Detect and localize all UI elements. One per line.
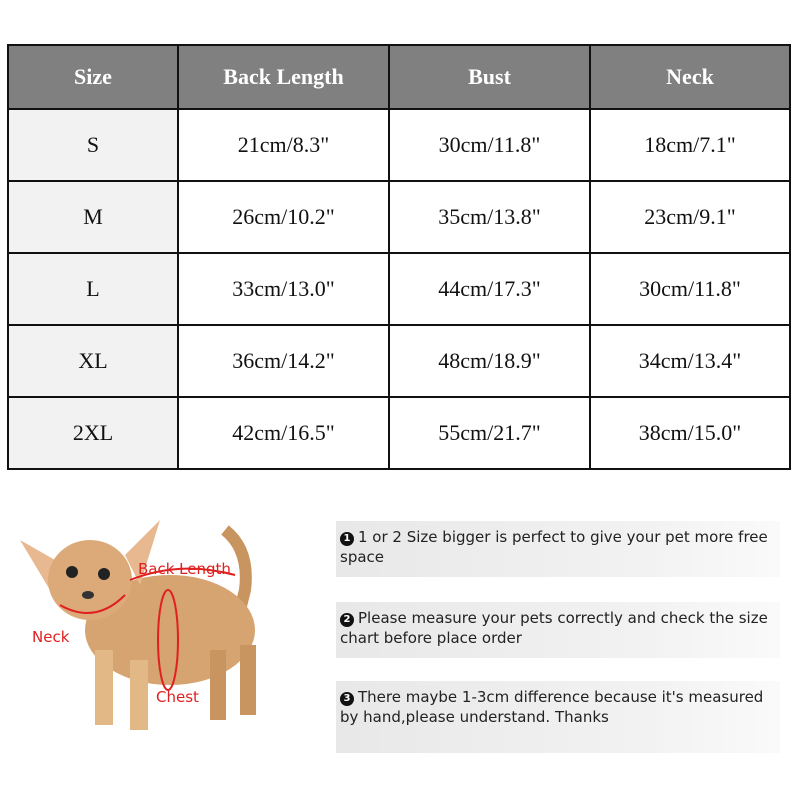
measurement-cell: 30cm/11.8"	[389, 109, 590, 181]
measurement-cell: 44cm/17.3"	[389, 253, 590, 325]
measurement-cell: 55cm/21.7"	[389, 397, 590, 469]
chest-label: Chest	[156, 688, 199, 706]
neck-label: Neck	[32, 628, 70, 646]
header-back-length: Back Length	[178, 45, 389, 109]
size-cell: L	[8, 253, 178, 325]
measurement-cell: 26cm/10.2"	[178, 181, 389, 253]
table-header-row	[8, 45, 790, 109]
dog-measurement-diagram	[0, 500, 320, 760]
measurement-cell: 36cm/14.2"	[178, 325, 389, 397]
dog-illustration	[20, 520, 256, 730]
measurement-cell: 42cm/16.5"	[178, 397, 389, 469]
table-row	[8, 181, 790, 253]
size-cell: S	[8, 109, 178, 181]
back-length-label: Back Length	[138, 560, 231, 578]
size-cell: M	[8, 181, 178, 253]
note-3	[336, 681, 780, 753]
measurement-cell: 21cm/8.3"	[178, 109, 389, 181]
size-chart-table	[7, 44, 791, 470]
measurement-cell: 34cm/13.4"	[590, 325, 790, 397]
note-2	[336, 602, 780, 658]
measurement-cell: 23cm/9.1"	[590, 181, 790, 253]
table-row	[8, 397, 790, 469]
table-row	[8, 325, 790, 397]
header-bust: Bust	[389, 45, 590, 109]
size-cell: 2XL	[8, 397, 178, 469]
header-neck: Neck	[590, 45, 790, 109]
note-text: Please measure your pets correctly and check the size chart before place order	[340, 609, 768, 647]
size-cell: XL	[8, 325, 178, 397]
measurement-cell: 30cm/11.8"	[590, 253, 790, 325]
measurement-cell: 38cm/15.0"	[590, 397, 790, 469]
note-text: There maybe 1-3cm difference because it's measured by hand,please understand. Thanks	[340, 688, 764, 726]
note-text: 1 or 2 Size bigger is perfect to give your pet more free space	[340, 528, 768, 566]
table-row	[8, 253, 790, 325]
measurement-cell: 35cm/13.8"	[389, 181, 590, 253]
header-size: Size	[8, 45, 178, 109]
measurement-cell: 33cm/13.0"	[178, 253, 389, 325]
measurement-cell: 48cm/18.9"	[389, 325, 590, 397]
number-1-icon: 1	[340, 532, 354, 546]
note-1	[336, 521, 780, 577]
number-2-icon: 2	[340, 613, 354, 627]
table-row	[8, 109, 790, 181]
number-3-icon: 3	[340, 692, 354, 706]
measurement-cell: 18cm/7.1"	[590, 109, 790, 181]
